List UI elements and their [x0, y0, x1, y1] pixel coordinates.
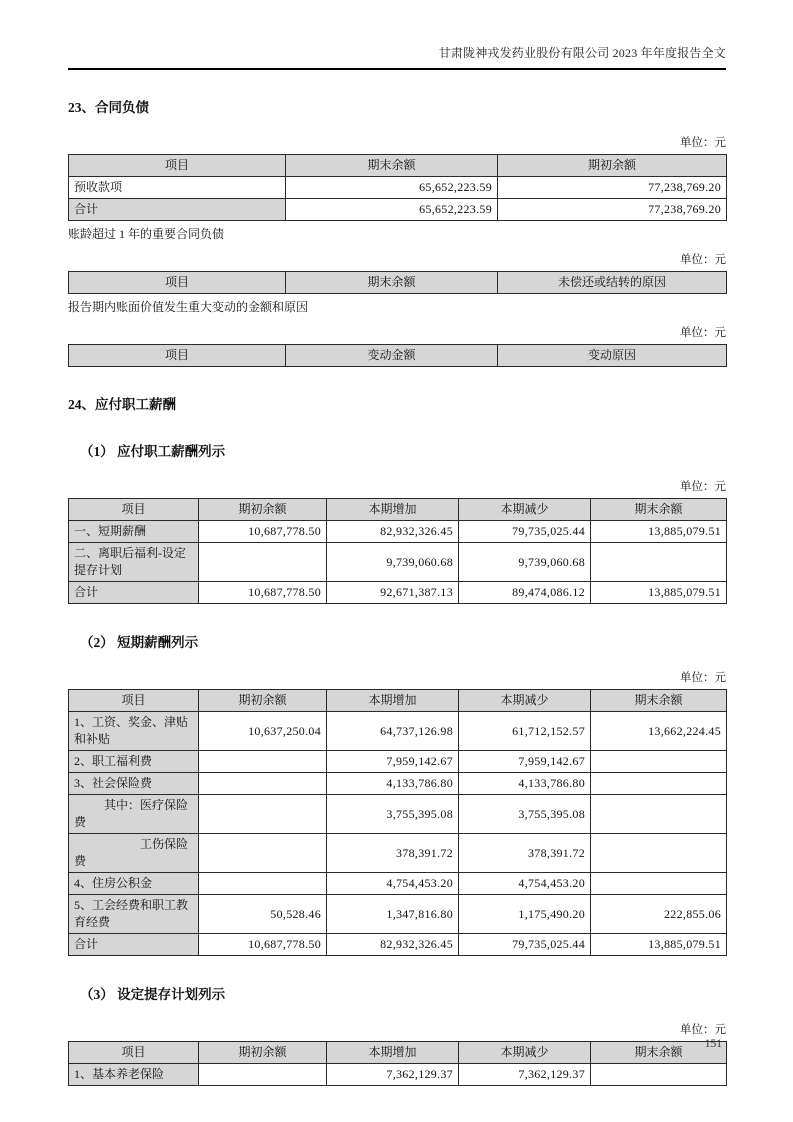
col-header-item: 项目 — [69, 272, 286, 294]
aging-contract-liabilities-table — [68, 271, 727, 294]
table-header-row — [69, 499, 727, 521]
page-number: 151 — [704, 1038, 722, 1050]
short-term-compensation-table — [68, 689, 727, 956]
cell-value: 3,755,395.08 — [459, 795, 591, 834]
table-header-row — [69, 155, 727, 177]
cell-value: 13,885,079.51 — [591, 582, 727, 604]
cell-value — [199, 773, 327, 795]
cell-value: 9,739,060.68 — [459, 543, 591, 582]
cell-value — [591, 1064, 727, 1086]
col-header-beginning: 期初余额 — [199, 499, 327, 521]
unit-label: 单位：元 — [680, 254, 726, 266]
table-row — [69, 895, 727, 934]
section-24-title: 24、应付职工薪酬 — [68, 397, 176, 412]
cell-value: 10,687,778.50 — [199, 582, 327, 604]
cell-value: 10,637,250.04 — [199, 712, 327, 751]
cell-value — [199, 751, 327, 773]
cell-value — [199, 834, 327, 873]
col-header-ending: 期末余额 — [591, 499, 727, 521]
cell-value: 65,652,223.59 — [286, 199, 498, 221]
cell-value: 7,362,129.37 — [459, 1064, 591, 1086]
table-header-row — [69, 1042, 727, 1064]
row-label: 1、工资、奖金、津贴和补贴 — [69, 712, 199, 751]
cell-value — [199, 543, 327, 582]
cell-value: 89,474,086.12 — [459, 582, 591, 604]
row-label: 1、基本养老保险 — [69, 1064, 199, 1086]
table-row — [69, 773, 727, 795]
col-header-item: 项目 — [69, 155, 286, 177]
cell-value: 9,739,060.68 — [327, 543, 459, 582]
row-label: 预收款项 — [69, 177, 286, 199]
table-total-row — [69, 934, 727, 956]
row-label-total: 合计 — [69, 582, 199, 604]
cell-value: 1,175,490.20 — [459, 895, 591, 934]
cell-value: 3,755,395.08 — [327, 795, 459, 834]
col-header-beginning: 期初余额 — [199, 690, 327, 712]
table-row — [69, 834, 727, 873]
cell-value: 82,932,326.45 — [327, 934, 459, 956]
cell-value: 10,687,778.50 — [199, 521, 327, 543]
unit-label: 单位：元 — [680, 137, 726, 149]
row-label: 2、职工福利费 — [69, 751, 199, 773]
cell-value — [591, 795, 727, 834]
cell-value: 50,528.46 — [199, 895, 327, 934]
defined-contribution-table — [68, 1041, 727, 1086]
unit-label: 单位：元 — [680, 1024, 726, 1036]
table-header-row — [69, 272, 727, 294]
col-header-increase: 本期增加 — [327, 499, 459, 521]
table-row — [69, 873, 727, 895]
table-row — [69, 177, 727, 199]
cell-value — [591, 834, 727, 873]
row-label: 5、工会经费和职工教育经费 — [69, 895, 199, 934]
col-header-decrease: 本期减少 — [459, 1042, 591, 1064]
cell-value: 7,959,142.67 — [459, 751, 591, 773]
cell-value: 378,391.72 — [459, 834, 591, 873]
header-rule — [68, 68, 726, 70]
cell-value — [199, 795, 327, 834]
cell-value: 10,687,778.50 — [199, 934, 327, 956]
cell-value: 13,662,224.45 — [591, 712, 727, 751]
cell-value: 64,737,126.98 — [327, 712, 459, 751]
table-row — [69, 521, 727, 543]
row-label: 一、短期薪酬 — [69, 521, 199, 543]
col-header-item: 项目 — [69, 499, 199, 521]
cell-value: 79,735,025.44 — [459, 934, 591, 956]
cell-value: 4,133,786.80 — [327, 773, 459, 795]
payroll-summary-table — [68, 498, 727, 604]
col-header-reason: 未偿还或结转的原因 — [498, 272, 727, 294]
table-row — [69, 712, 727, 751]
cell-value: 79,735,025.44 — [459, 521, 591, 543]
cell-value: 4,754,453.20 — [327, 873, 459, 895]
cell-value — [591, 543, 727, 582]
table-header-row — [69, 345, 727, 367]
cell-value: 4,754,453.20 — [459, 873, 591, 895]
cell-value: 4,133,786.80 — [459, 773, 591, 795]
cell-value: 222,855.06 — [591, 895, 727, 934]
table-row — [69, 795, 727, 834]
cell-value: 378,391.72 — [327, 834, 459, 873]
col-header-increase: 本期增加 — [327, 690, 459, 712]
contract-liabilities-table — [68, 154, 727, 221]
cell-value: 7,362,129.37 — [327, 1064, 459, 1086]
col-header-beginning: 期初余额 — [199, 1042, 327, 1064]
row-label: 3、社会保险费 — [69, 773, 199, 795]
col-header-increase: 本期增加 — [327, 1042, 459, 1064]
value-change-table — [68, 344, 727, 367]
row-label: 4、住房公积金 — [69, 873, 199, 895]
table-row — [69, 543, 727, 582]
table-row — [69, 751, 727, 773]
cell-value: 13,885,079.51 — [591, 934, 727, 956]
sub1-title: （1） 应付职工薪酬列示 — [80, 444, 226, 459]
cell-value: 92,671,387.13 — [327, 582, 459, 604]
col-header-change-reason: 变动原因 — [498, 345, 727, 367]
row-label-indented: 工伤保险费 — [69, 834, 199, 873]
col-header-item: 项目 — [69, 345, 286, 367]
cell-value: 65,652,223.59 — [286, 177, 498, 199]
col-header-decrease: 本期减少 — [459, 499, 591, 521]
cell-value: 13,885,079.51 — [591, 521, 727, 543]
table-row — [69, 1064, 727, 1086]
col-header-ending: 期末余额 — [286, 155, 498, 177]
note-change: 报告期内账面价值发生重大变动的金额和原因 — [68, 300, 309, 314]
cell-value — [199, 1064, 327, 1086]
cell-value — [591, 773, 727, 795]
table-total-row — [69, 582, 727, 604]
unit-label: 单位：元 — [680, 672, 726, 684]
col-header-beginning: 期初余额 — [498, 155, 727, 177]
note-aging: 账龄超过 1 年的重要合同负债 — [68, 227, 225, 241]
cell-value — [199, 873, 327, 895]
row-label: 二、离职后福利-设定提存计划 — [69, 543, 199, 582]
unit-label: 单位：元 — [680, 327, 726, 339]
col-header-item: 项目 — [69, 690, 199, 712]
cell-value: 61,712,152.57 — [459, 712, 591, 751]
row-label-total: 合计 — [69, 199, 286, 221]
col-header-change-amount: 变动金额 — [286, 345, 498, 367]
cell-value: 77,238,769.20 — [498, 199, 727, 221]
col-header-item: 项目 — [69, 1042, 199, 1064]
cell-value: 1,347,816.80 — [327, 895, 459, 934]
cell-value: 82,932,326.45 — [327, 521, 459, 543]
section-23-title: 23、合同负债 — [68, 100, 149, 115]
col-header-ending: 期末余额 — [591, 690, 727, 712]
col-header-ending: 期末余额 — [286, 272, 498, 294]
sub2-title: （2） 短期薪酬列示 — [80, 635, 199, 650]
row-label-indented: 其中：医疗保险费 — [69, 795, 199, 834]
report-header-title: 甘肃陇神戎发药业股份有限公司 2023 年年度报告全文 — [438, 46, 726, 60]
sub3-title: （3） 设定提存计划列示 — [80, 987, 226, 1002]
col-header-decrease: 本期减少 — [459, 690, 591, 712]
col-header-ending: 期末余额 — [591, 1042, 727, 1064]
cell-value: 77,238,769.20 — [498, 177, 727, 199]
row-label-total: 合计 — [69, 934, 199, 956]
table-total-row — [69, 199, 727, 221]
table-header-row — [69, 690, 727, 712]
unit-label: 单位：元 — [680, 481, 726, 493]
cell-value — [591, 873, 727, 895]
cell-value: 7,959,142.67 — [327, 751, 459, 773]
cell-value — [591, 751, 727, 773]
